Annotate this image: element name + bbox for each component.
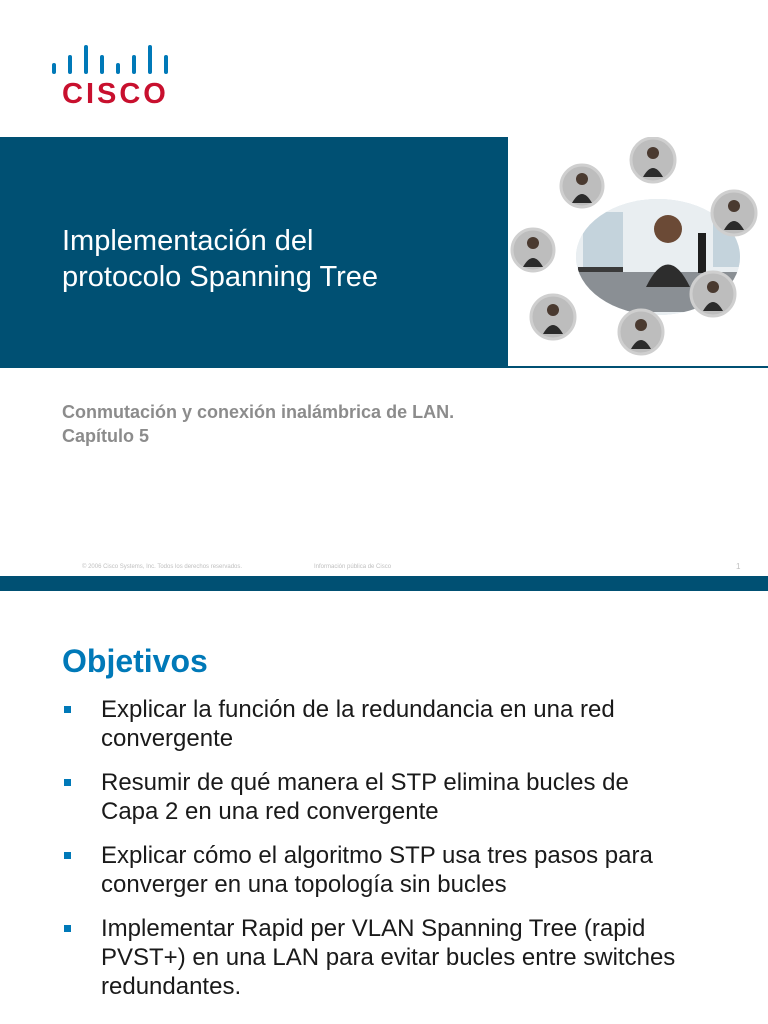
bullet-line: Implementar Rapid per VLAN Spanning Tree (rapid — [101, 915, 646, 942]
presentation-title — [62, 223, 492, 295]
objectives-title: Objetivos — [62, 643, 208, 679]
cisco-logo — [50, 44, 175, 110]
bullet-line: convergente — [101, 725, 234, 752]
square-bullet-icon — [64, 779, 71, 786]
list-item — [62, 841, 742, 899]
bullet-line: Capa 2 en una red convergente — [101, 798, 439, 825]
list-item — [62, 768, 742, 826]
public-info-text: Información pública de Cisco — [314, 564, 392, 570]
bullet-line: Explicar cómo el algoritmo STP usa tres pasos para — [101, 842, 653, 869]
bullet-line: Explicar la función de la redundancia en una red — [101, 696, 615, 723]
bullet-line: PVST+) en una LAN para evitar bucles entre switches — [101, 944, 676, 971]
bullet-line: converger en una topología sin bucles — [101, 871, 507, 898]
objectives-list — [62, 695, 742, 1016]
bullet-line: redundantes. — [101, 973, 242, 1000]
bullet-line: Resumir de qué manera el STP elimina bucles de — [101, 769, 629, 796]
square-bullet-icon — [64, 706, 71, 713]
subtitle-line-2: Capítulo 5 — [62, 426, 150, 446]
cisco-bridge-logo-icon — [50, 44, 175, 78]
slide-footer — [0, 562, 768, 576]
subtitle-line-1: Conmutación y conexión inalámbrica de LAN. — [62, 402, 455, 422]
list-item — [62, 914, 742, 1001]
copyright-text: © 2006 Cisco Systems, Inc. Todos los derechos reservados. — [82, 564, 243, 570]
course-subtitle — [62, 400, 454, 448]
title-line-2: protocolo Spanning Tree — [62, 261, 378, 293]
objectives-slide — [0, 591, 768, 1024]
people-collage-image-icon — [508, 137, 768, 366]
photo-collage — [508, 137, 768, 366]
list-item — [62, 695, 742, 753]
cisco-wordmark: CISCO — [62, 78, 169, 110]
square-bullet-icon — [64, 925, 71, 932]
slide-divider — [0, 576, 768, 591]
title-banner — [0, 137, 768, 368]
title-line-1: Implementación del — [62, 225, 314, 257]
page-number: 1 — [736, 562, 741, 571]
square-bullet-icon — [64, 852, 71, 859]
